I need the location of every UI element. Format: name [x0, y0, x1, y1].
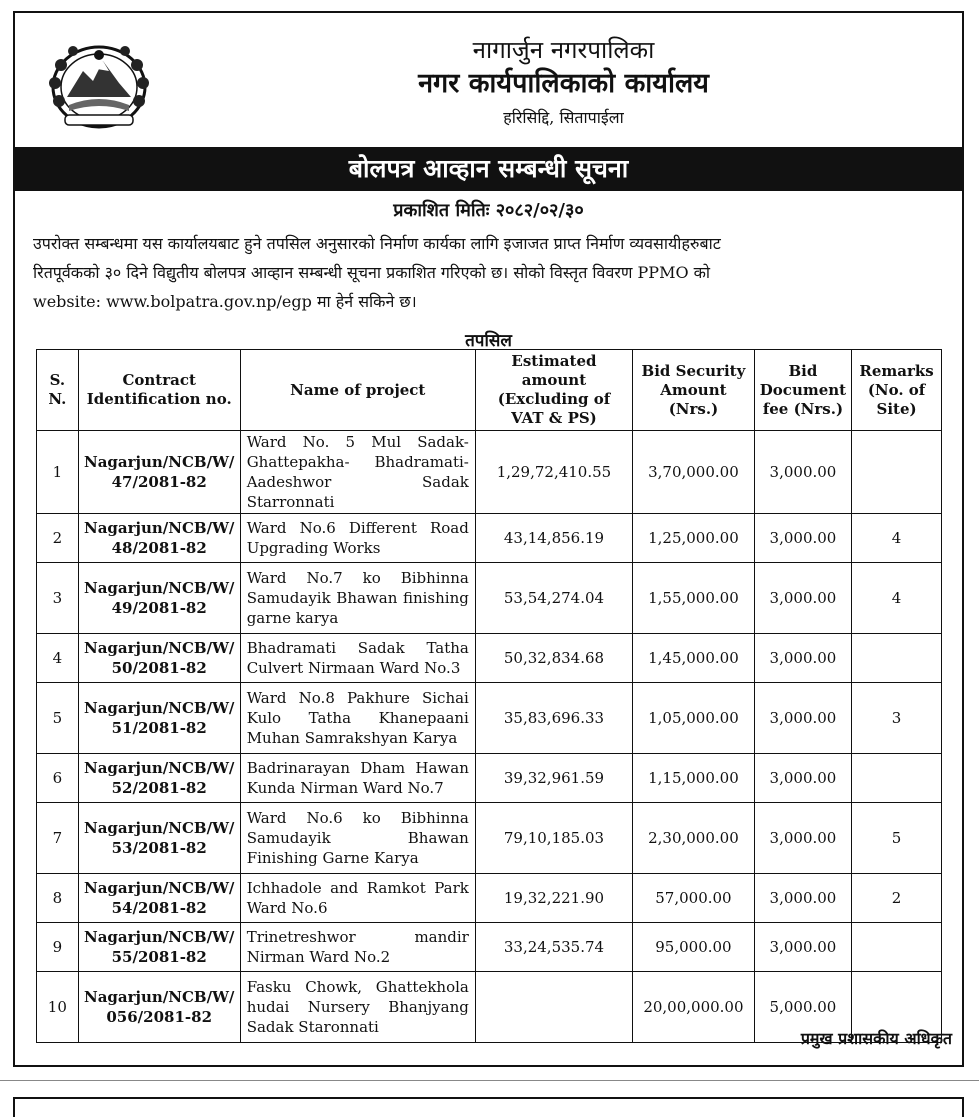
- cell-sn: 3: [37, 563, 79, 634]
- cell-security: 2,30,000.00: [633, 803, 755, 874]
- intro-line: website: www.bolpatra.gov.np/egp मा हेर्न सकिने छ।: [33, 292, 417, 311]
- intro-line: रितपूर्वकको ३० दिने विद्युतीय बोलपत्र आव्हान सम्बन्धी सूचना प्रकाशित गरिएको छ। सोको विस्तृत विवरण PPMO को: [33, 263, 711, 282]
- table-row: [37, 634, 942, 683]
- cell-remarks: [852, 431, 942, 514]
- cell-contract: Nagarjun/NCB/W/ 47/2081-82: [78, 431, 240, 514]
- cell-project: Ward No.6 Different Road Upgrading Works: [240, 514, 475, 563]
- table-row: [37, 923, 942, 972]
- col-header-contract: Contract Identification no.: [78, 350, 240, 431]
- cell-remarks: 4: [852, 514, 942, 563]
- cell-sn: 7: [37, 803, 79, 874]
- cell-project: Ward No.7 ko Bibhinna Samudayik Bhawan finishing garne karya: [240, 563, 475, 634]
- bid-table: [36, 349, 942, 1043]
- cell-contract: Nagarjun/NCB/W/ 056/2081-82: [78, 972, 240, 1043]
- cell-project: Trinetreshwor mandir Nirman Ward No.2: [240, 923, 475, 972]
- cell-remarks: 5: [852, 803, 942, 874]
- cell-remarks: [852, 634, 942, 683]
- col-header-sn: S. N.: [37, 350, 79, 431]
- cell-fee: 3,000.00: [754, 634, 851, 683]
- cell-project: Bhadramati Sadak Tatha Culvert Nirmaan Ward No.3: [240, 634, 475, 683]
- cell-project: Badrinarayan Dham Hawan Kunda Nirman Ward No.7: [240, 754, 475, 803]
- cell-project: Ward No.8 Pakhure Sichai Kulo Tatha Khanepaani Muhan Samrakshyan Karya: [240, 683, 475, 754]
- cell-fee: 3,000.00: [754, 563, 851, 634]
- cell-contract: Nagarjun/NCB/W/ 50/2081-82: [78, 634, 240, 683]
- cell-fee: 3,000.00: [754, 431, 851, 514]
- cell-security: 57,000.00: [633, 874, 755, 923]
- cell-sn: 10: [37, 972, 79, 1043]
- cell-contract: Nagarjun/NCB/W/ 55/2081-82: [78, 923, 240, 972]
- cell-remarks: 3: [852, 683, 942, 754]
- cell-fee: 5,000.00: [754, 972, 851, 1043]
- letterhead: [165, 35, 962, 129]
- cell-sn: 8: [37, 874, 79, 923]
- cell-fee: 3,000.00: [754, 683, 851, 754]
- schedule-label: तपसिल: [465, 331, 512, 351]
- cell-sn: 5: [37, 683, 79, 754]
- cell-security: 1,05,000.00: [633, 683, 755, 754]
- cell-estimate: 1,29,72,410.55: [475, 431, 632, 514]
- cell-remarks: 2: [852, 874, 942, 923]
- cell-estimate: 50,32,834.68: [475, 634, 632, 683]
- cell-fee: 3,000.00: [754, 754, 851, 803]
- cell-remarks: [852, 923, 942, 972]
- intro-line: उपरोक्त सम्बन्धमा यस कार्यालयबाट हुने तपसिल अनुसारको निर्माण कार्यका लागि इजाजत प्राप्त निर्माण व्यवसायीहरुबाट: [33, 234, 721, 253]
- cell-security: 1,15,000.00: [633, 754, 755, 803]
- table-row: [37, 874, 942, 923]
- cell-fee: 3,000.00: [754, 874, 851, 923]
- cell-estimate: 79,10,185.03: [475, 803, 632, 874]
- col-header-estimate: Estimated amount (Excluding of VAT & PS): [475, 350, 632, 431]
- cell-sn: 9: [37, 923, 79, 972]
- cell-contract: Nagarjun/NCB/W/ 53/2081-82: [78, 803, 240, 874]
- col-header-security: Bid Security Amount (Nrs.): [633, 350, 755, 431]
- table-row: [37, 683, 942, 754]
- notice-title: बोलपत्र आव्हान सम्बन्धी सूचना: [15, 147, 962, 191]
- cell-estimate: 35,83,696.33: [475, 683, 632, 754]
- cell-contract: Nagarjun/NCB/W/ 52/2081-82: [78, 754, 240, 803]
- published-date: प्रकाशित मितिः २०८२/०२/३०: [393, 200, 584, 221]
- cell-remarks: [852, 754, 942, 803]
- cell-project: Ichhadole and Ramkot Park Ward No.6: [240, 874, 475, 923]
- table-row: [37, 514, 942, 563]
- cell-estimate: 39,32,961.59: [475, 754, 632, 803]
- cell-estimate: 53,54,274.04: [475, 563, 632, 634]
- table-header-row: [37, 350, 942, 431]
- table-row: [37, 754, 942, 803]
- cell-contract: Nagarjun/NCB/W/ 54/2081-82: [78, 874, 240, 923]
- cell-security: 3,70,000.00: [633, 431, 755, 514]
- cell-security: 1,45,000.00: [633, 634, 755, 683]
- table-row: [37, 563, 942, 634]
- signatory-title: प्रमुख प्रशासकीय अधिकृत: [800, 1029, 952, 1048]
- table-row: [37, 431, 942, 514]
- cell-sn: 1: [37, 431, 79, 514]
- cell-fee: 3,000.00: [754, 923, 851, 972]
- col-header-remarks: Remarks (No. of Site): [852, 350, 942, 431]
- next-notice-frame: [13, 1097, 964, 1117]
- cell-contract: Nagarjun/NCB/W/ 49/2081-82: [78, 563, 240, 634]
- cell-contract: Nagarjun/NCB/W/ 48/2081-82: [78, 514, 240, 563]
- office-address: हरिसिद्दि, सितापाईला: [503, 108, 624, 127]
- cell-security: 1,25,000.00: [633, 514, 755, 563]
- col-header-fee: Bid Document fee (Nrs.): [754, 350, 851, 431]
- cell-sn: 6: [37, 754, 79, 803]
- office-name: नगर कार्यपालिकाको कार्यालय: [418, 68, 709, 99]
- cell-remarks: 4: [852, 563, 942, 634]
- cell-estimate: 19,32,221.90: [475, 874, 632, 923]
- cell-sn: 2: [37, 514, 79, 563]
- col-header-project: Name of project: [240, 350, 475, 431]
- municipality-emblem-icon: [43, 35, 155, 135]
- cell-contract: Nagarjun/NCB/W/ 51/2081-82: [78, 683, 240, 754]
- cell-project: Fasku Chowk, Ghattekhola hudai Nursery Bhanjyang Sadak Staronnati: [240, 972, 475, 1043]
- cell-fee: 3,000.00: [754, 803, 851, 874]
- cell-project: Ward No. 5 Mul Sadak- Ghattepakha- Bhadramati- Aadeshwor Sadak Starronnati: [240, 431, 475, 514]
- cell-sn: 4: [37, 634, 79, 683]
- page-divider: [0, 1080, 979, 1081]
- municipality-name: नागार्जुन नगरपालिका: [472, 36, 655, 64]
- notice-frame: [13, 11, 964, 1067]
- table-row: [37, 803, 942, 874]
- cell-fee: 3,000.00: [754, 514, 851, 563]
- cell-security: 95,000.00: [633, 923, 755, 972]
- notice-intro: [33, 229, 944, 316]
- cell-security: 1,55,000.00: [633, 563, 755, 634]
- cell-estimate: [475, 972, 632, 1043]
- cell-estimate: 43,14,856.19: [475, 514, 632, 563]
- cell-project: Ward No.6 ko Bibhinna Samudayik Bhawan Finishing Garne Karya: [240, 803, 475, 874]
- cell-security: 20,00,000.00: [633, 972, 755, 1043]
- cell-estimate: 33,24,535.74: [475, 923, 632, 972]
